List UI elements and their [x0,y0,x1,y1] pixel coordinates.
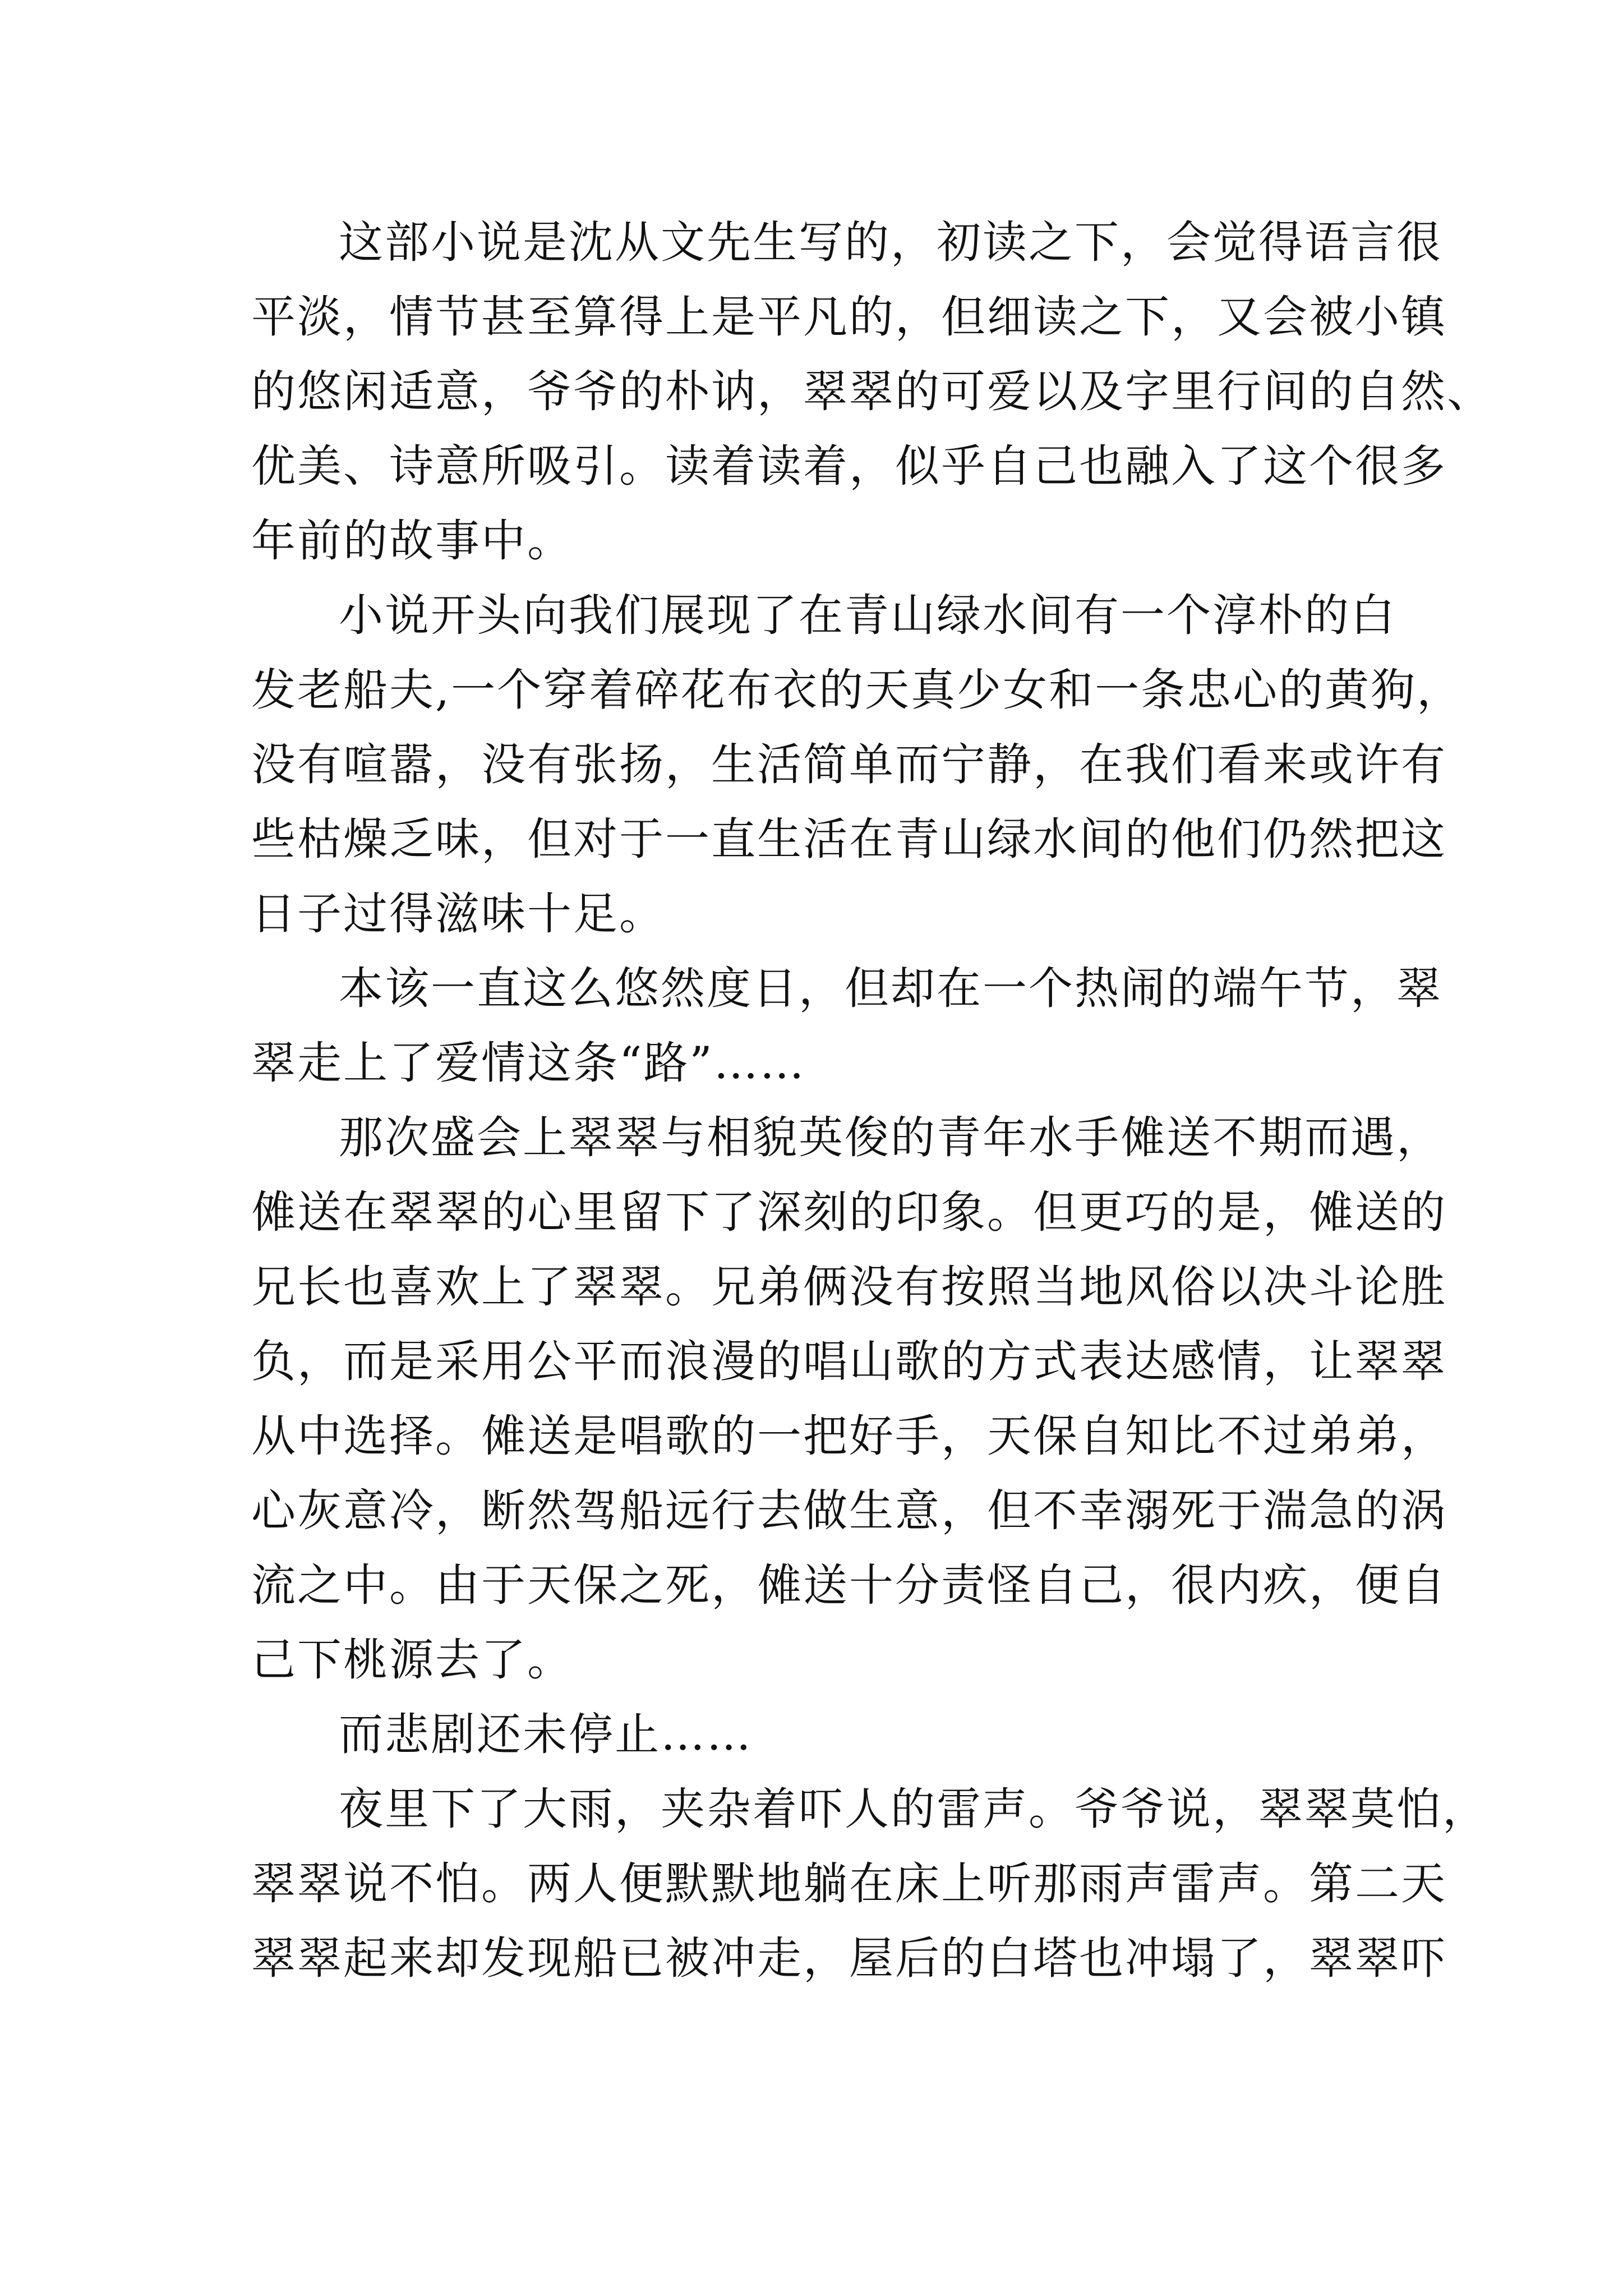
paragraph-line: 翠翠起来却发现船已被冲走，屋后的白塔也冲塌了，翠翠吓 [251,1932,1447,1984]
paragraph-line: 而悲剧还未停止…… [339,1709,753,1760]
paragraph-line: 优美、诗意所吸引。读着读着，似乎自己也融入了这个很多 [251,440,1447,492]
paragraph-line: 翠翠说不怕。两人便默默地躺在床上听那雨声雷声。第二天 [251,1858,1447,1910]
paragraph-line: 的悠闲适意，爷爷的朴讷，翠翠的可爱以及字里行间的自然、 [251,366,1493,417]
paragraph-line: 小说开头向我们展现了在青山绿水间有一个淳朴的白 [339,590,1396,641]
paragraph-line: 傩送在翠翠的心里留下了深刻的印象。但更巧的是，傩送的 [251,1186,1447,1238]
paragraph-line: 心灰意冷，断然驾船远行去做生意，但不幸溺死于湍急的涡 [251,1485,1447,1536]
paragraph-line: 从中选择。傩送是唱歌的一把好手，天保自知比不过弟弟， [251,1410,1447,1462]
paragraph-line: 那次盛会上翠翠与相貌英俊的青年水手傩送不期而遇， [339,1112,1442,1163]
paragraph-line: 没有喧嚣，没有张扬，生活简单而宁静，在我们看来或许有 [251,739,1447,790]
paragraph-line: 年前的故事中。 [251,515,573,567]
paragraph-line: 本该一直这么悠然度日，但却在一个热闹的端午节，翠 [339,963,1442,1014]
paragraph-line: 负，而是采用公平而浪漫的唱山歌的方式表达感情，让翠翠 [251,1336,1447,1387]
paragraph-line: 流之中。由于天保之死，傩送十分责怪自己，很内疚，便自 [251,1559,1447,1611]
paragraph-line: 己下桃源去了。 [251,1634,573,1686]
paragraph-line: 兄长也喜欢上了翠翠。兄弟俩没有按照当地风俗以决斗论胜 [251,1261,1447,1313]
paragraph-line: 平淡，情节甚至算得上是平凡的，但细读之下，又会被小镇 [251,291,1447,343]
paragraph-line: 发老船夫,一个穿着碎花布衣的天真少女和一条忠心的黄狗， [251,664,1463,716]
paragraph-line: 翠走上了爱情这条“路”…… [251,1037,806,1089]
paragraph-line: 这部小说是沈从文先生写的，初读之下，会觉得语言很 [339,217,1442,268]
paragraph-line: 日子过得滋味十足。 [251,888,665,940]
paragraph-line: 些枯燥乏味，但对于一直生活在青山绿水间的他们仍然把这 [251,813,1447,865]
paragraph-line: 夜里下了大雨，夹杂着吓人的雷声。爷爷说，翠翠莫怕， [339,1783,1488,1835]
